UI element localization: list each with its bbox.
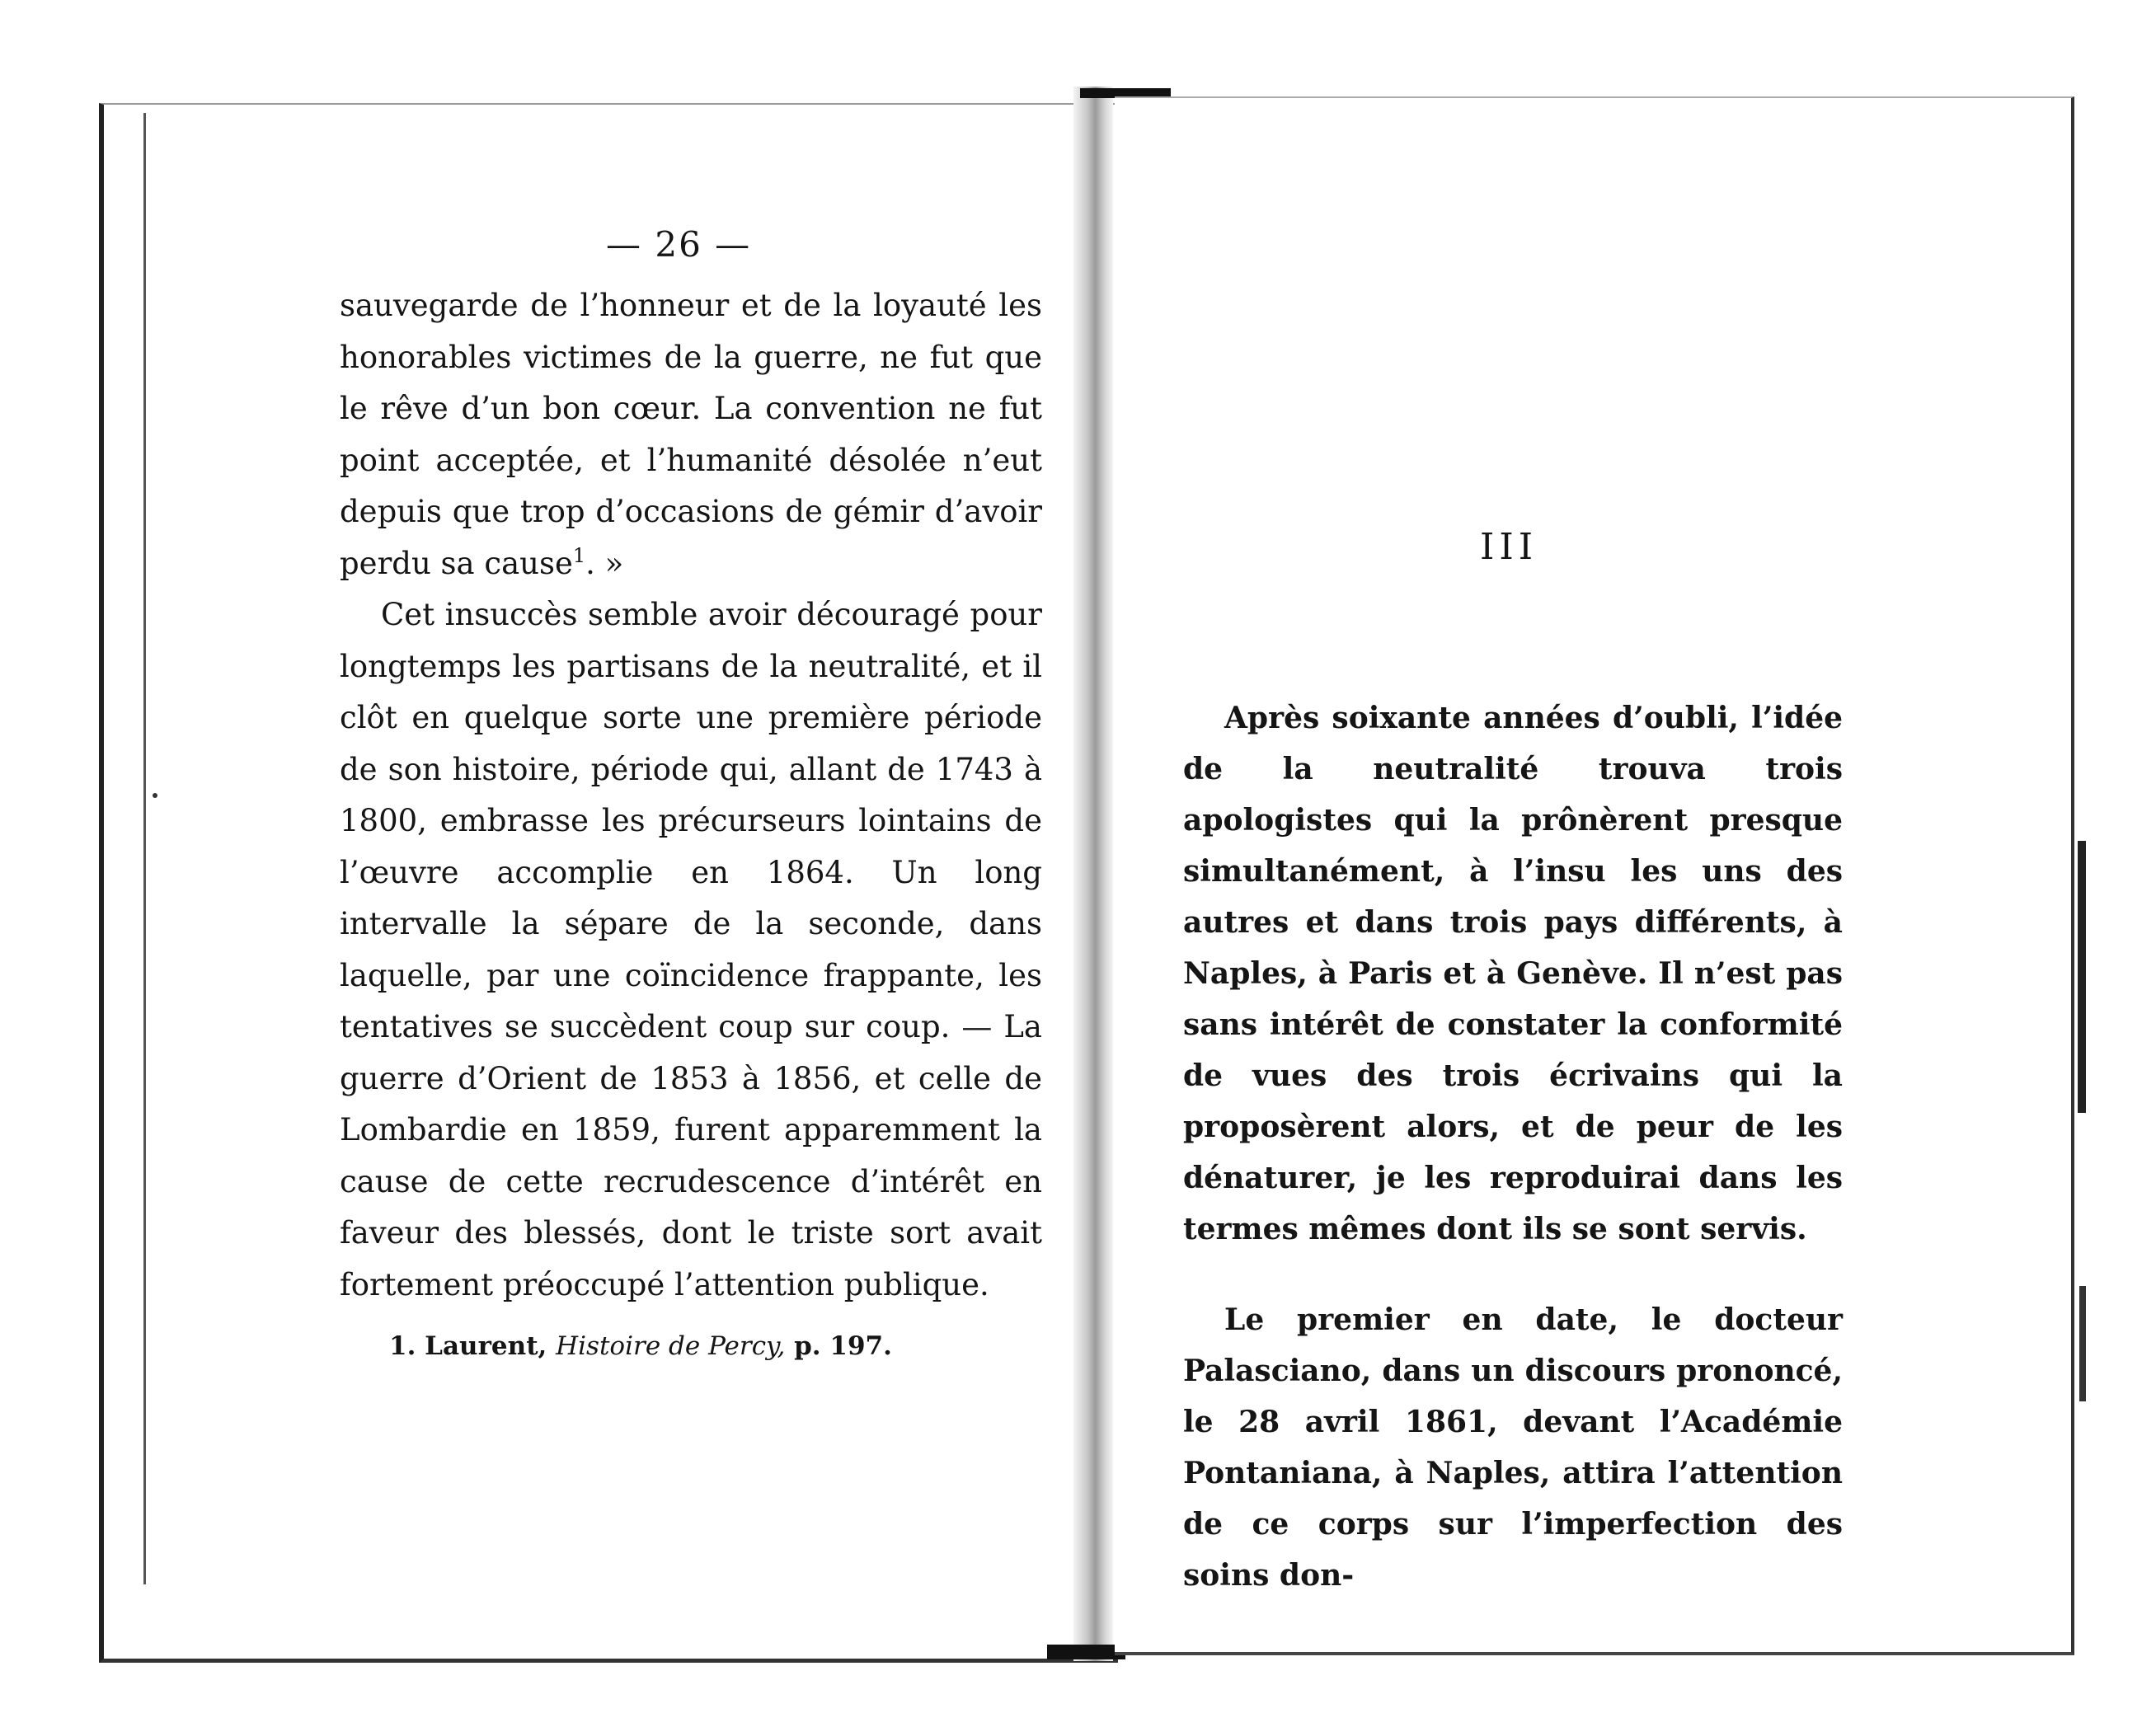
- chapter-heading: III: [1480, 526, 1538, 568]
- left-paragraph-1: [340, 280, 1042, 589]
- book-gutter: [1073, 87, 1113, 1661]
- right-page-text: [1183, 692, 1843, 1601]
- margin-speck: [153, 793, 157, 798]
- page-number: — 26 —: [606, 224, 752, 265]
- left-page-text: [340, 280, 1042, 1311]
- quote-close: . »: [585, 545, 624, 581]
- paragraph-text: sauvegarde de l’honneur et de la loyauté les honorables victimes de la guerre, ne fut que le rêve d’un bon cœur. La convention ne fut point acceptée, et l’humanité désolée n’eut depuis que trop d’occasions de gémir d’avoir perdu sa cause: [340, 288, 1042, 581]
- footnote-number: 1.: [389, 1331, 416, 1361]
- right-paragraph-2: Le premier en date, le docteur Palasciano, dans un discours prononcé, le 28 avril 1861, devant l’Académie Pontaniana, à Naples, attira l’attention de ce corps sur l’imperfection des soins don-: [1183, 1302, 1843, 1593]
- right-paragraph-1: Après soixante années d’oubli, l’idée de la neutralité trouva trois apologistes qui la prônèrent presque simultanément, à l’insu les uns des autres et dans trois pays différents, à Naples, à Paris et à Genève. Il n’est pas sans intérêt de constater la conformité de vues des trois écrivains qui la proposèrent alors, et de peur de les dénaturer, je les reproduirai dans les termes mêmes dont ils se sont servis.: [1183, 701, 1843, 1246]
- footnote-author: Laurent,: [425, 1331, 547, 1361]
- gutter-bottom-edge: [1047, 1645, 1125, 1659]
- footnote-marker: 1: [572, 543, 586, 567]
- page-edge-shadow-lower: [2079, 1286, 2086, 1401]
- footnote-page: p. 197.: [794, 1331, 892, 1361]
- footnote: [389, 1331, 892, 1361]
- footnote-work: Histoire de Percy,: [556, 1331, 786, 1361]
- page-edge-shadow: [2078, 841, 2086, 1113]
- left-paragraph-2: Cet insuccès semble avoir découragé pour longtemps les partisans de la neutralité, et il clôt en quelque sorte une première période de son histoire, période qui, allant de 1743 à 1800, embrasse les précurseurs lointains de l’œuvre accomplie en 1864. Un long intervalle la sépare de la seconde, dans laquelle, par une coïncidence frappante, les tentatives se succèdent coup sur coup. — La guerre d’Orient de 1853 à 1856, et celle de Lombardie en 1859, furent apparemment la cause de cette recrudescence d’intérêt en faveur des blessés, dont le triste sort avait fortement préoccupé l’attention publique.: [340, 597, 1042, 1302]
